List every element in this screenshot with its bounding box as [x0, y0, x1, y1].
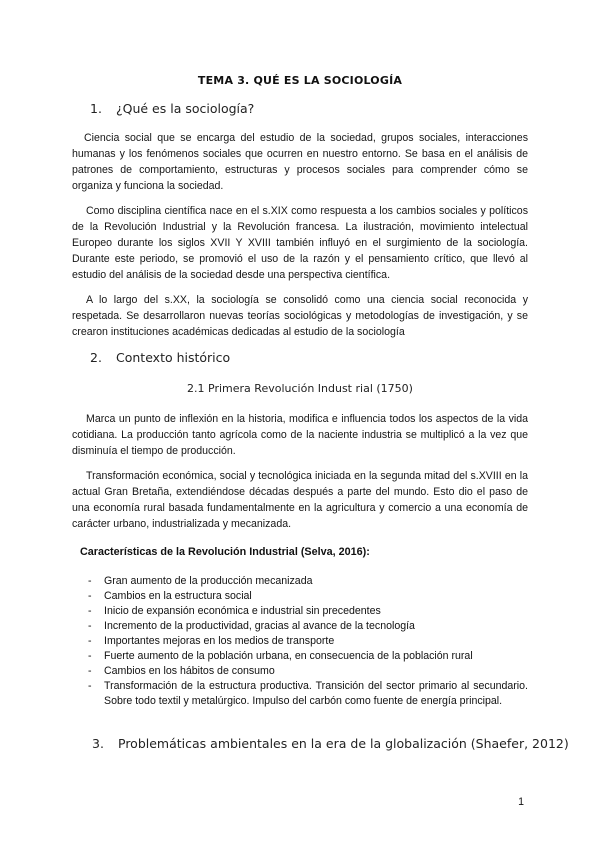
characteristic-item: [88, 664, 528, 679]
characteristic-item: [88, 649, 528, 664]
characteristic-item: [88, 634, 528, 649]
section-2-title: Contexto histórico: [116, 350, 231, 365]
characteristic-item: [88, 574, 528, 589]
characteristic-text: Incremento de la productividad, gracias al avance de la tecnología: [104, 620, 415, 632]
bullet-dash: -: [88, 590, 92, 602]
bullet-dash: -: [88, 680, 92, 692]
characteristic-text: Gran aumento de la producción mecanizada: [104, 575, 313, 587]
section-2-number: 2.: [90, 350, 102, 365]
page-title: TEMA 3. QUÉ ES LA SOCIOLOGÍA: [197, 74, 403, 87]
characteristics-list: [88, 574, 528, 709]
page-number: 1: [518, 796, 524, 808]
characteristics-heading: Características de la Revolución Industrial (Selva, 2016):: [80, 546, 370, 558]
section-2-1-subheading: 2.1 Primera Revolución Indust rial (1750): [187, 382, 413, 395]
characteristic-text: Cambios en la estructura social: [104, 590, 252, 602]
section-1-paragraph-3: A lo largo del s.XX, la sociología se consolidó como una ciencia social reconocida y respetada. Se desarrollaron nuevas teorías sociológicas y metodologías de investigación, y se crearon instituciones académicas dedicadas al estudio de la sociología: [72, 294, 528, 338]
section-3-title: Problemáticas ambientales en la era de la globalización (Shaefer, 2012): [118, 736, 569, 751]
section-2-paragraph-2: Transformación económica, social y tecnológica iniciada en la segunda mitad del s.XVIII en la actual Gran Bretaña, extendiéndose décadas después a parte del mundo. Esto dio el paso de una economía rural basada fundamentalmente en la agricultura y comercio a una economía de carácter urbano, industrializada y mecanizada.: [72, 470, 528, 530]
section-1-number: 1.: [90, 101, 102, 116]
bullet-dash: -: [88, 650, 92, 662]
characteristic-text: Transformación de la estructura productiva. Transición del sector primario al secundario. Sobre todo textil y metalúrgico. Impulso del carbón como fuente de energía principal.: [104, 680, 528, 707]
section-2-paragraph-1: Marca un punto de inflexión en la historia, modifica e influencia todos los aspectos de la vida cotidiana. La producción tanto agrícola como de la naciente industria se multiplicó a la vez que disminuía el tiempo de producción.: [72, 413, 528, 457]
characteristic-text: Importantes mejoras en los medios de transporte: [104, 635, 335, 647]
bullet-dash: -: [88, 605, 92, 617]
bullet-dash: -: [88, 635, 92, 647]
characteristic-item: [88, 589, 528, 604]
section-1-title: ¿Qué es la sociología?: [116, 101, 255, 116]
section-3-heading: [92, 736, 569, 751]
characteristic-text: Cambios en los hábitos de consumo: [104, 665, 275, 677]
characteristic-item: [88, 619, 528, 634]
characteristic-item: [88, 604, 528, 619]
section-1-heading: [90, 101, 254, 116]
section-2-heading: [90, 350, 230, 365]
section-3-number: 3.: [92, 736, 104, 751]
characteristic-text: Inicio de expansión económica e industrial sin precedentes: [104, 605, 381, 617]
characteristic-text: Fuerte aumento de la población urbana, en consecuencia de la población rural: [104, 650, 473, 662]
section-1-paragraph-2: Como disciplina científica nace en el s.XIX como respuesta a los cambios sociales y políticos de la Revolución Industrial y la Revolución francesa. La ilustración, movimiento intelectual Europeo durante los siglos XVII Y XVIII también influyó en el surgimiento de la sociología. Durante este periodo, se promovió el uso de la razón y el pensamiento crítico, que llevó al estudio del análisis de la sociedad desde una perspectiva científica.: [72, 205, 528, 281]
characteristic-item: [88, 679, 528, 709]
bullet-dash: -: [88, 665, 92, 677]
bullet-dash: -: [88, 575, 92, 587]
section-1-paragraph-1: Ciencia social que se encarga del estudio de la sociedad, grupos sociales, interacciones humanas y los fenómenos sociales que ocurren en nuestro entorno. Se basa en el análisis de patrones de comportamiento, estructuras y procesos sociales para comprender cómo se organiza y funciona la sociedad.: [72, 132, 528, 192]
bullet-dash: -: [88, 620, 92, 632]
